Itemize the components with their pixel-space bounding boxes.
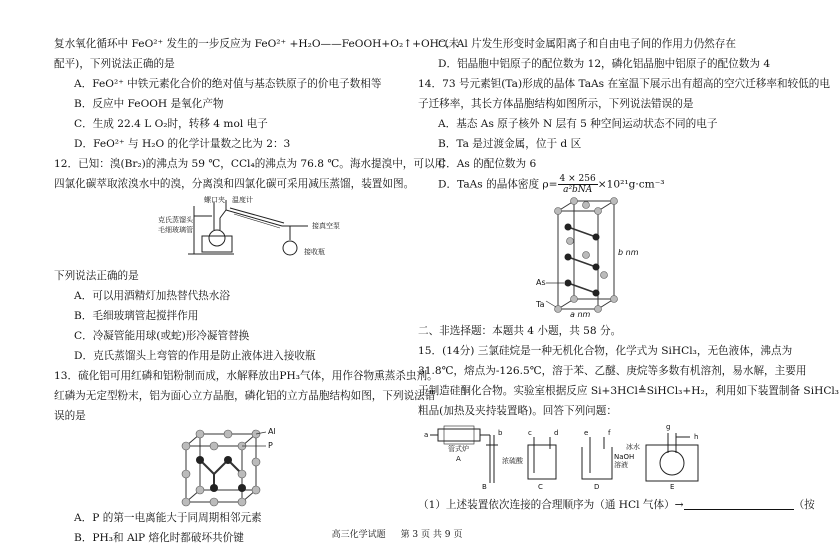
label-p: P xyxy=(268,441,273,450)
label-port-e: e xyxy=(584,429,589,437)
label-capillary: 毛细玻璃管 xyxy=(158,226,193,234)
q14-option-d-prefix: D．TaAs 的晶体密度 ρ= xyxy=(438,178,558,191)
label-port-d: d xyxy=(554,429,559,437)
label-sulfuric-acid: 浓硫酸 xyxy=(502,457,523,465)
q13-option-c: C．Al 片发生形变时金属阳离子和自由电子间的作用力仍然存在 xyxy=(438,38,736,50)
q14-option-c: C．As 的配位数为 6 xyxy=(438,158,537,170)
alp-unit-cell-drawing xyxy=(54,428,394,506)
label-apparatus-c: C xyxy=(538,483,543,491)
distillation-apparatus-drawing xyxy=(54,196,394,264)
label-apparatus-d: D xyxy=(594,483,600,491)
q14-option-b: B．Ta 是过渡金属，位于 d 区 xyxy=(438,138,582,150)
label-port-c: c xyxy=(528,429,532,437)
q13-option-b: B．PH₃和 AlP 熔化时都破坏共价键 xyxy=(74,532,244,544)
q11-option-b: B．反应中 FeOOH 是氧化产物 xyxy=(74,98,224,110)
section-2-heading: 二、非选择题：本题共 4 小题，共 58 分。 xyxy=(418,325,622,337)
q15-subquestion-1 xyxy=(418,495,815,515)
alp-crystal-figure xyxy=(54,428,394,506)
q14-option-d-suffix: ×10²¹g·cm⁻³ xyxy=(597,178,665,191)
q14-line1: 14．73 号元素钽(Ta)形成的晶体 TaAs 在室温下展示出有超高的空穴迁移率和较低的电 xyxy=(418,78,830,90)
q12-option-c: C．冷凝管能用球(或蛇)形冷凝管替换 xyxy=(74,330,250,342)
q12-option-d: D．克氏蒸馏头上弯管的作用是防止液体进入接收瓶 xyxy=(74,350,316,362)
label-receiver: 接收瓶 xyxy=(304,248,325,256)
label-apparatus-e: E xyxy=(670,483,675,491)
label-port-h: h xyxy=(694,433,699,441)
q11-line2: 配平)，下列说法正确的是 xyxy=(54,58,175,70)
fraction-numerator: 4 × 256 xyxy=(559,174,596,184)
q13-line3: 误的是 xyxy=(54,410,86,422)
q13-option-d: D．铝晶胞中铝原子的配位数为 12，磷化铝晶胞中铝原子的配位数为 4 xyxy=(438,58,771,70)
page-footer xyxy=(0,527,794,540)
right-column xyxy=(418,34,839,515)
fraction-denominator: a²bNA xyxy=(563,185,593,195)
q15-line4: 粗品(加热及夹持装置略)。回答下列问题： xyxy=(418,405,617,417)
label-apparatus-b: B xyxy=(482,483,487,491)
q13-line1: 13．硫化铝可用红磷和铝粉制而成，水解释放出PH₃气体，用作谷物熏蒸杀虫剂。 xyxy=(54,370,438,382)
label-apparatus-a: A xyxy=(456,455,461,463)
label-port-a: a xyxy=(424,431,429,439)
label-naoh: NaOH xyxy=(614,453,635,461)
label-ice-water: 冰水 xyxy=(626,443,640,451)
q15-line1: 15．(14分) 三氯硅烷是一种无机化合物，化学式为 SiHCl₃，无色液体，沸点为 xyxy=(418,345,793,357)
label-vacuum-pump: 接真空泵 xyxy=(312,222,340,230)
label-port-f: f xyxy=(608,429,611,437)
q11-option-a: A．FeO²⁺ 中铁元素化合价的绝对值与基态铁原子的价电子数相等 xyxy=(74,78,382,90)
taas-crystal-figure xyxy=(418,197,758,319)
label-thermometer: 温度计 xyxy=(232,196,253,204)
q14-line2: 子迁移率，其长方体晶胞结构如图所示，下列说法错误的是 xyxy=(418,98,694,110)
label-port-g: g xyxy=(666,423,671,431)
q12-option-a: A．可以用酒精灯加热替代热水浴 xyxy=(74,290,230,302)
q15-line2: 31.8℃，熔点为-126.5℃，溶于苯、乙醚、庚烷等多数有机溶剂，易水解，主要用 xyxy=(418,365,807,377)
label-a-nm: a nm xyxy=(570,310,591,319)
label-ta: Ta xyxy=(536,300,545,309)
q13-line2: 红磷为无定型粉末，铝为面心立方晶胞，磷化铝的立方晶胞结构如图，下列说法错 xyxy=(54,390,436,402)
q12-line2: 四氯化碳萃取浓溴水中的溴，分离溴和四氯化碳可采用减压蒸馏，装置如图。 xyxy=(54,178,415,190)
q15-line3: 于制造硅酮化合物。实验室根据反应 Si+3HCl≜SiHCl₃+H₂，利用如下装置制备 SiHCl₃ xyxy=(418,385,839,397)
q11-option-c: C．生成 22.4 L O₂时，转移 4 mol 电子 xyxy=(74,118,268,130)
label-al: Al xyxy=(268,427,276,436)
label-naoh-solution: 溶液 xyxy=(614,461,628,469)
q15-q1-prefix: （1）上述装置依次连接的合理顺序为（通 HCl 气体）→ xyxy=(418,499,684,511)
taas-unit-cell-drawing xyxy=(418,197,758,319)
label-as: As xyxy=(536,278,546,287)
q12-line1: 12．已知：溴(Br₂)的沸点为 59 ℃，CCl₄的沸点为 76.8 ℃。海水提溴中，可以用 xyxy=(54,158,446,170)
q12-option-b: B．毛细玻璃管起搅拌作用 xyxy=(74,310,199,322)
q15-q1-suffix: （按 xyxy=(793,499,815,511)
label-port-b: b xyxy=(498,429,503,437)
density-fraction xyxy=(558,174,598,195)
label-clamp: 螺口夹 xyxy=(204,196,225,204)
sihcl3-apparatus-figure xyxy=(418,423,758,493)
footer-title: 高三化学试题 xyxy=(331,530,386,540)
q13-option-a: A．P 的第一电离能大于同周期相邻元素 xyxy=(74,512,262,524)
q14-option-a: A．基态 As 原子核外 N 层有 5 种空间运动状态不同的电子 xyxy=(438,118,718,130)
q11-line1: 复水氧化循环中 FeO²⁺ 发生的一步反应为 FeO²⁺ +H₂O——FeOOH+O₂↑+OH⁻(未 xyxy=(54,38,460,50)
q11-option-d: D．FeO²⁺ 与 H₂O 的化学计量数之比为 2：3 xyxy=(74,138,291,150)
label-b-nm: b nm xyxy=(618,248,639,257)
label-claisen-head: 克氏蒸馏头 xyxy=(158,216,193,224)
q14-option-d xyxy=(418,174,758,195)
distillation-apparatus-figure xyxy=(54,196,394,264)
q12-stem2: 下列说法正确的是 xyxy=(54,270,139,282)
footer-page-number: 第 3 页 共 9 页 xyxy=(400,530,463,540)
label-furnace: 管式炉 xyxy=(448,445,469,453)
answer-blank[interactable] xyxy=(684,498,794,510)
